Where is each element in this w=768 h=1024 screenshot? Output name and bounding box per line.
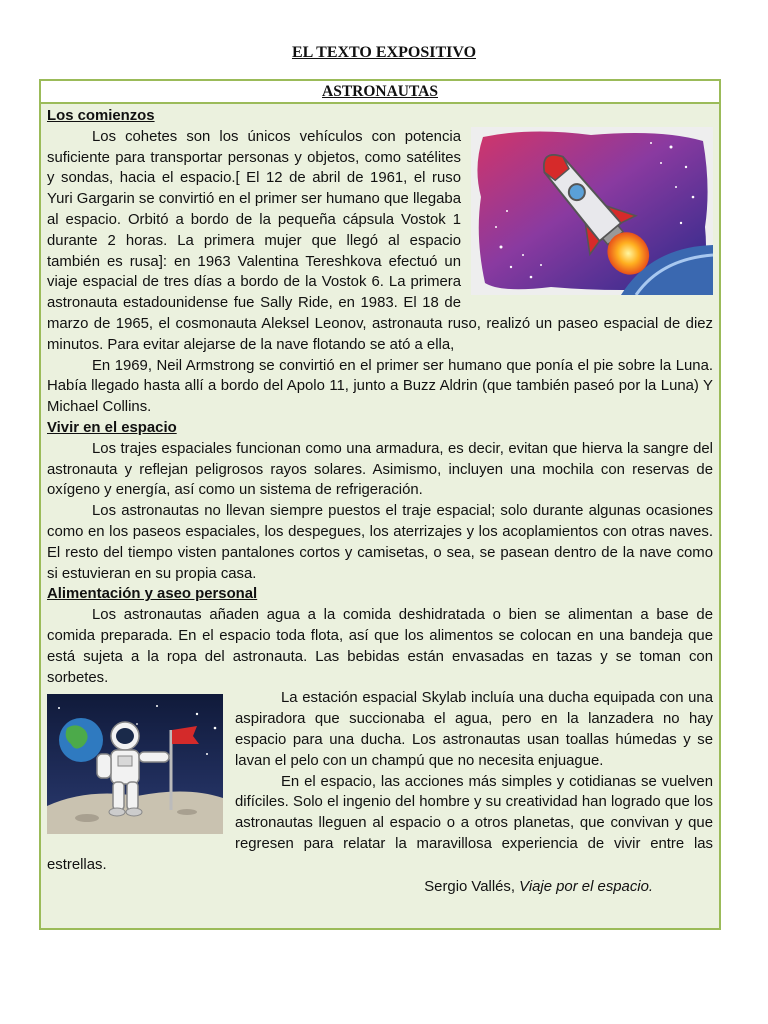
document-title: EL TEXTO EXPOSITIVO	[291, 44, 477, 61]
paragraph: Los astronautas añaden agua a la comida deshidratada o bien se alimentan a base de comida preparada. En el espacio toda flota, así que los alimentos se colocan en una bandeja que está sujeta a la ropa del astronauta. Las bebidas están envasadas en tazas y se toman con sorbetes.	[47, 607, 713, 686]
rocket-image	[471, 127, 713, 295]
box-title: ASTRONAUTAS	[41, 81, 719, 104]
paragraph: Los astronautas no llevan siempre puestos el traje espacial; solo durante algunas ocasiones como en los paseos espaciales, los despegues, los aterrizajes y los acoplamientos con otras naves. El resto del tiempo visten pantalones cortos y camisetas, o sea, se pasean dentro de la nave como si estuvieran en su propia casa.	[47, 503, 713, 582]
astronaut-image	[47, 694, 223, 834]
paragraph: Los trajes espaciales funcionan como una armadura, es decir, evitan que hierva la sangre del astronauta y reflejan peligrosos rayos solares. Asimismo, incluyen una mochila con reservas de oxígeno y energía, así como un sistema de refrigeración.	[47, 440, 713, 499]
paragraph: En 1969, Neil Armstrong se convirtió en el primer ser humano que ponía el pie sobre la Luna. Había llegado hasta allí a bordo del Apolo 11, junto a Buzz Aldrin (que también paseó por la Luna) Y Michael Collins.	[47, 357, 713, 416]
paragraph: Los cohetes son los únicos vehículos con potencia suficiente para transportar personas y objetos, como satélites y sondas, hacia el espacio.[ El 12 de abril de 1961, el ruso Yuri Gargarin se convirtió en el primer ser humano que llegaba al espacio. Orbitó a bordo de la pequeña cápsula Vostok 1 durante 2 horas. La primera mujer que llegó al espacio también es rusa]: en 1963 Valentina Tereshkova efectuó un viaje espacial de tres días a bordo de la Vostok 6. La primera astronauta estadounidense fue Sally Ride, en 1983. El 18 de marzo de 1965, el cosmonauta Aleksel Leonov, astronauta ruso, realizó un paseo espacial de diez minutos. Para evitar alejarse de la nave flotando se ató a ella,	[47, 128, 713, 353]
content-box	[39, 79, 721, 930]
paragraph: La estación espacial Skylab incluía una ducha equipada con una aspiradora que succionaba el agua, pero en la lanzadera no hay espacio para una ducha. Los astronautas usan toallas húmedas y se lavan el pelo con un champú que no necesita enjuague.	[235, 690, 713, 769]
section-heading-vivir: Vivir en el espacio	[47, 419, 177, 436]
attribution	[47, 877, 713, 898]
paragraph: En el espacio, las acciones más simples y cotidianas se vuelven difíciles. Solo el ingenio del hombre y su creatividad han logrado que los astronautas lleguen al espacio o a otros planetas, que convivan y que regresen para relatar la maravillosa experiencia de vivir entre las estrellas.	[47, 773, 713, 873]
book-title: Viaje por el espacio.	[519, 879, 653, 896]
section-heading-alimentacion: Alimentación y aseo personal	[47, 586, 258, 603]
article-body	[41, 104, 719, 898]
section-heading-comienzos: Los comienzos	[47, 108, 155, 124]
author-name: Sergio Vallés,	[424, 879, 516, 896]
